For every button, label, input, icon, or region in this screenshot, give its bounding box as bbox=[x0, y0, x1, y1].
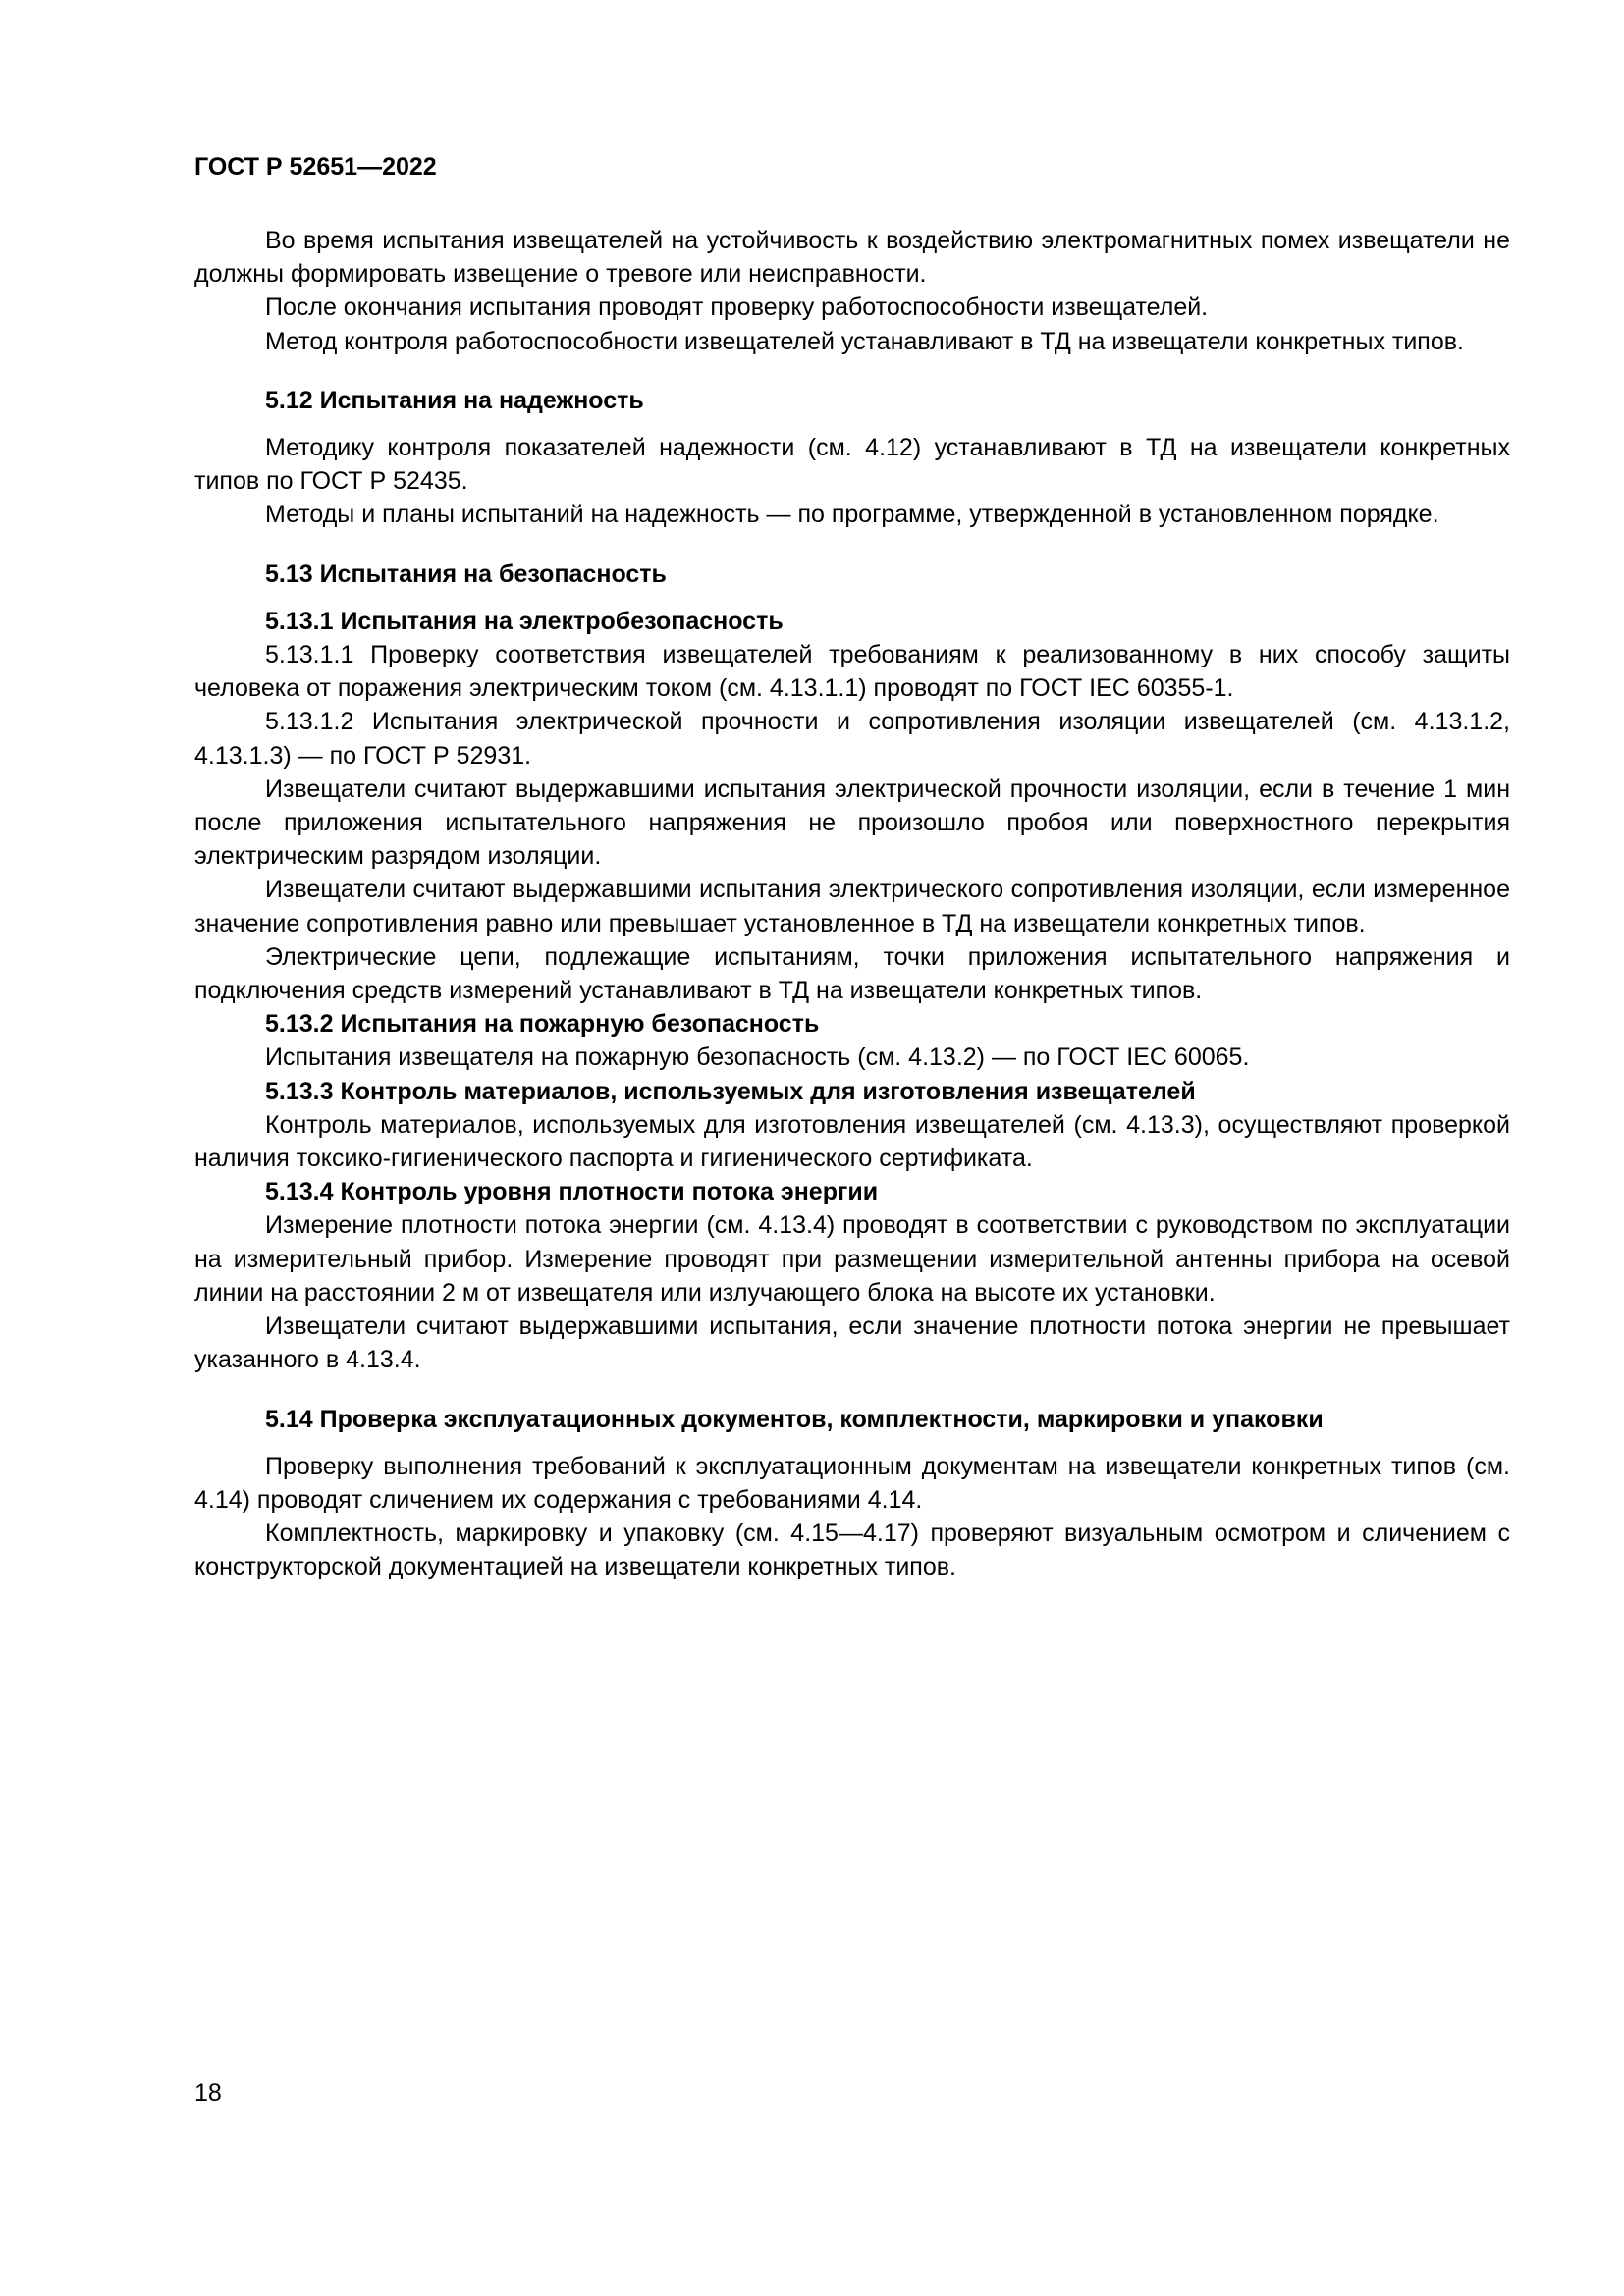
subsection-heading-5-13-2: 5.13.2 Испытания на пожарную безопасность bbox=[265, 1010, 820, 1039]
page-body bbox=[194, 224, 1510, 1584]
paragraph: 5.13.1.2 Испытания электрической прочности и сопротивления изоляции извещателей (см. 4.13.1.2, 4.13.1.3) — по ГОСТ Р 52931. bbox=[194, 708, 1510, 770]
paragraph: Измерение плотности потока энергии (см. 4.13.4) проводят в соответствии с руководством по эксплуатации на измерительный прибор. Измерение проводят при размещении измерительной антенны прибора на осевой линии на расстоянии 2 м от извещателя или излучающего блока на высоте их установки. bbox=[194, 1211, 1510, 1307]
subsection-heading-5-13-3: 5.13.3 Контроль материалов, используемых для изготовления извещателей bbox=[265, 1077, 1196, 1105]
paragraph: Электрические цепи, подлежащие испытаниям, точки приложения испытательного напряжения и подключения средств измерений устанавливают в ТД на извещатели конкретных типов. bbox=[194, 942, 1510, 1005]
page-number: 18 bbox=[194, 2079, 222, 2107]
paragraph: Испытания извещателя на пожарную безопасность (см. 4.13.2) — по ГОСТ IEC 60065. bbox=[265, 1043, 1250, 1072]
paragraph: Контроль материалов, используемых для изготовления извещателей (см. 4.13.3), осуществляют проверкой наличия токсико-гигиенического паспорта и гигиенического сертификата. bbox=[194, 1110, 1510, 1173]
paragraph: Извещатели считают выдержавшими испытания, если значение плотности потока энергии не превышает указанного в 4.13.4. bbox=[194, 1312, 1510, 1374]
section-heading-5-12: 5.12 Испытания на надежность bbox=[265, 386, 644, 414]
subsection-heading-5-13-4: 5.13.4 Контроль уровня плотности потока энергии bbox=[265, 1178, 879, 1206]
paragraph: 5.13.1.1 Проверку соответствия извещателей требованиям к реализованному в них способу защиты человека от поражения электрическим током (см. 4.13.1.1) проводят по ГОСТ IEC 60355-1. bbox=[194, 641, 1510, 703]
document-header: ГОСТ Р 52651—2022 bbox=[194, 153, 437, 181]
paragraph: Метод контроля работоспособности извещателей устанавливают в ТД на извещатели конкретных типов. bbox=[265, 327, 1464, 355]
paragraph: Извещатели считают выдержавшими испытания электрического сопротивления изоляции, если измеренное значение сопротивления равно или превышает установленное в ТД на извещатели конкретных типов. bbox=[194, 876, 1510, 937]
paragraph: Комплектность, маркировку и упаковку (см. 4.15—4.17) проверяют визуальным осмотром и сличением с конструкторской документацией на извещатели конкретных типов. bbox=[194, 1520, 1510, 1581]
section-heading-5-14: 5.14 Проверка эксплуатационных документов, комплектности, маркировки и упаковки bbox=[265, 1405, 1324, 1433]
section-heading-5-13: 5.13 Испытания на безопасность bbox=[265, 560, 667, 588]
paragraph: Во время испытания извещателей на устойчивость к воздействию электромагнитных помех извещатели не должны формировать извещение о тревоге или неисправности. bbox=[194, 227, 1510, 289]
paragraph: Методы и планы испытаний на надежность — по программе, утвержденной в установленном порядке. bbox=[265, 501, 1439, 529]
paragraph: После окончания испытания проводят проверку работоспособности извещателей. bbox=[265, 294, 1209, 322]
paragraph: Извещатели считают выдержавшими испытания электрической прочности изоляции, если в течение 1 мин после приложения испытательного напряжения не произошло пробоя или поверхностного перекрытия электрическим разрядом изоляции. bbox=[194, 774, 1510, 871]
paragraph: Проверку выполнения требований к эксплуатационным документам на извещатели конкретных типов (см. 4.14) проводят сличением их содержания с требованиями 4.14. bbox=[194, 1452, 1510, 1514]
subsection-heading-5-13-1: 5.13.1 Испытания на электробезопасность bbox=[265, 607, 784, 635]
paragraph: Методику контроля показателей надежности (см. 4.12) устанавливают в ТД на извещатели конкретных типов по ГОСТ Р 52435. bbox=[194, 434, 1510, 496]
